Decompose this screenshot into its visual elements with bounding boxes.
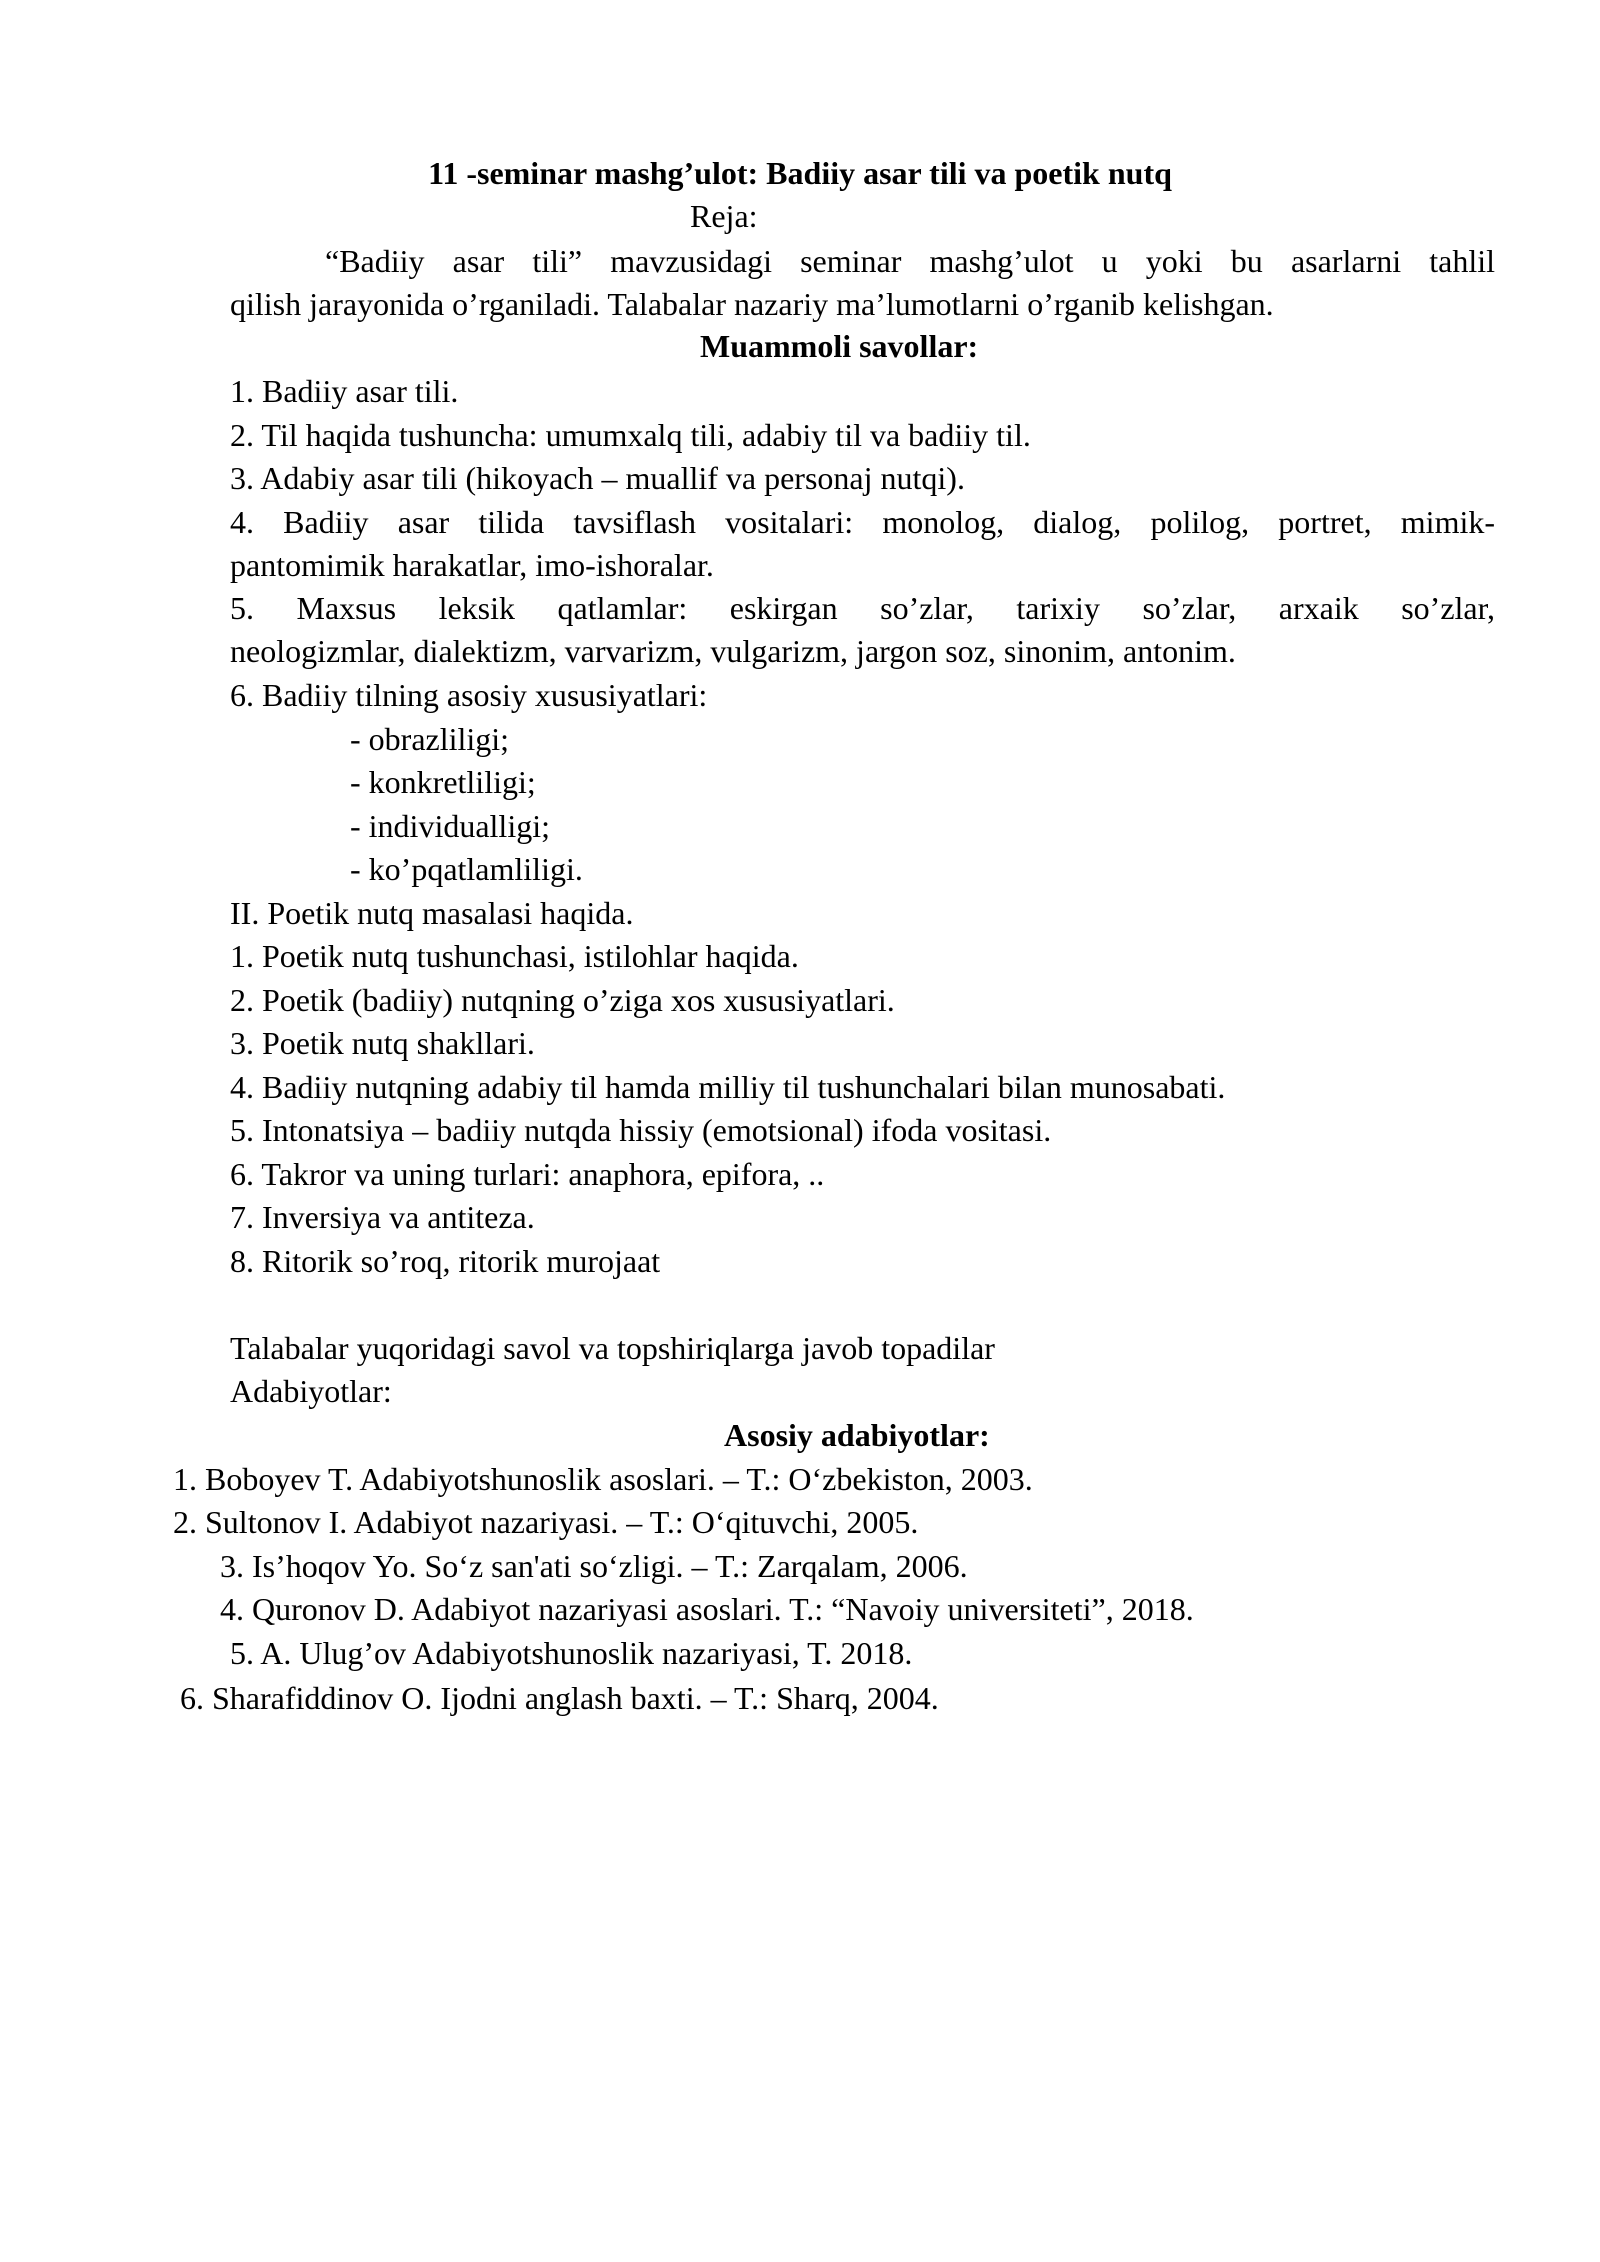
list-item: 8. Ritorik so’roq, ritorik murojaat — [230, 1243, 661, 1279]
list-item: 1. Poetik nutq tushunchasi, istilohlar haqida. — [230, 938, 799, 974]
intro-line-1: “Badiiy asar tili” mavzusidagi seminar mashg’ulot u yoki bu asarlarni tahlil — [325, 243, 1495, 279]
feature-item: - konkretliligi; — [350, 764, 536, 800]
list-item-continuation: neologizmlar, dialektizm, varvarizm, vulgarizm, jargon soz, sinonim, antonim. — [230, 633, 1236, 669]
list-item: 2. Til haqida tushuncha: umumxalq tili, adabiy til va badiiy til. — [230, 417, 1031, 453]
main-literature-heading: Asosiy adabiyotlar: — [724, 1417, 990, 1453]
list-item: 5. Maxsus leksik qatlamlar: eskirgan so’zlar, tarixiy so’zlar, arxaik so’zlar, — [230, 590, 1495, 626]
closing-note: Talabalar yuqoridagi savol va topshiriqlarga javob topadilar — [230, 1330, 995, 1366]
list-item: 7. Inversiya va antiteza. — [230, 1199, 535, 1235]
list-item: 6. Badiiy tilning asosiy xususiyatlari: — [230, 677, 708, 713]
list-item: 2. Poetik (badiiy) nutqning o’ziga xos xususiyatlari. — [230, 982, 895, 1018]
reference-item: 2. Sultonov I. Adabiyot nazariyasi. – T.: O‘qituvchi, 2005. — [173, 1504, 919, 1540]
reference-item: 6. Sharafiddinov O. Ijodni anglash baxti. – T.: Sharq, 2004. — [180, 1680, 939, 1716]
list-item: 4. Badiiy asar tilida tavsiflash vositalari: monolog, dialog, polilog, portret, mimik- — [230, 504, 1495, 540]
list-item: 3. Poetik nutq shakllari. — [230, 1025, 535, 1061]
section-heading: II. Poetik nutq masalasi haqida. — [230, 895, 634, 931]
intro-line-2: qilish jarayonida o’rganiladi. Talabalar nazariy ma’lumotlarni o’rganib kelishgan. — [230, 286, 1274, 322]
feature-item: - obrazliligi; — [350, 721, 510, 757]
reference-item: 3. Is’hoqov Yo. So‘z san'ati so‘zligi. – T.: Zarqalam, 2006. — [220, 1548, 968, 1584]
list-item: 5. Intonatsiya – badiiy nutqda hissiy (emotsional) ifoda vositasi. — [230, 1112, 1052, 1148]
literature-label: Adabiyotlar: — [230, 1373, 392, 1409]
reference-item: 1. Boboyev T. Adabiyotshunoslik asoslari. – T.: O‘zbekiston, 2003. — [173, 1461, 1033, 1497]
list-item: 4. Badiiy nutqning adabiy til hamda milliy til tushunchalari bilan munosabati. — [230, 1069, 1226, 1105]
list-item: 6. Takror va uning turlari: anaphora, epifora, .. — [230, 1156, 825, 1192]
reference-item: 4. Quronov D. Adabiyot nazariyasi asoslari. T.: “Navoiy universiteti”, 2018. — [220, 1591, 1194, 1627]
list-item: 1. Badiiy asar tili. — [230, 373, 459, 409]
document-title: 11 -seminar mashg’ulot: Badiiy asar tili va poetik nutq — [428, 155, 1172, 191]
questions-heading: Muammoli savollar: — [700, 328, 979, 364]
list-item-continuation: pantomimik harakatlar, imo-ishoralar. — [230, 547, 714, 583]
feature-item: - ko’pqatlamliligi. — [350, 851, 583, 887]
plan-label: Reja: — [690, 198, 758, 234]
feature-item: - individualligi; — [350, 808, 550, 844]
reference-item: 5. A. Ulug’ov Adabiyotshunoslik nazariyasi, T. 2018. — [230, 1635, 913, 1671]
list-item: 3. Adabiy asar tili (hikoyach – muallif va personaj nutqi). — [230, 460, 965, 496]
